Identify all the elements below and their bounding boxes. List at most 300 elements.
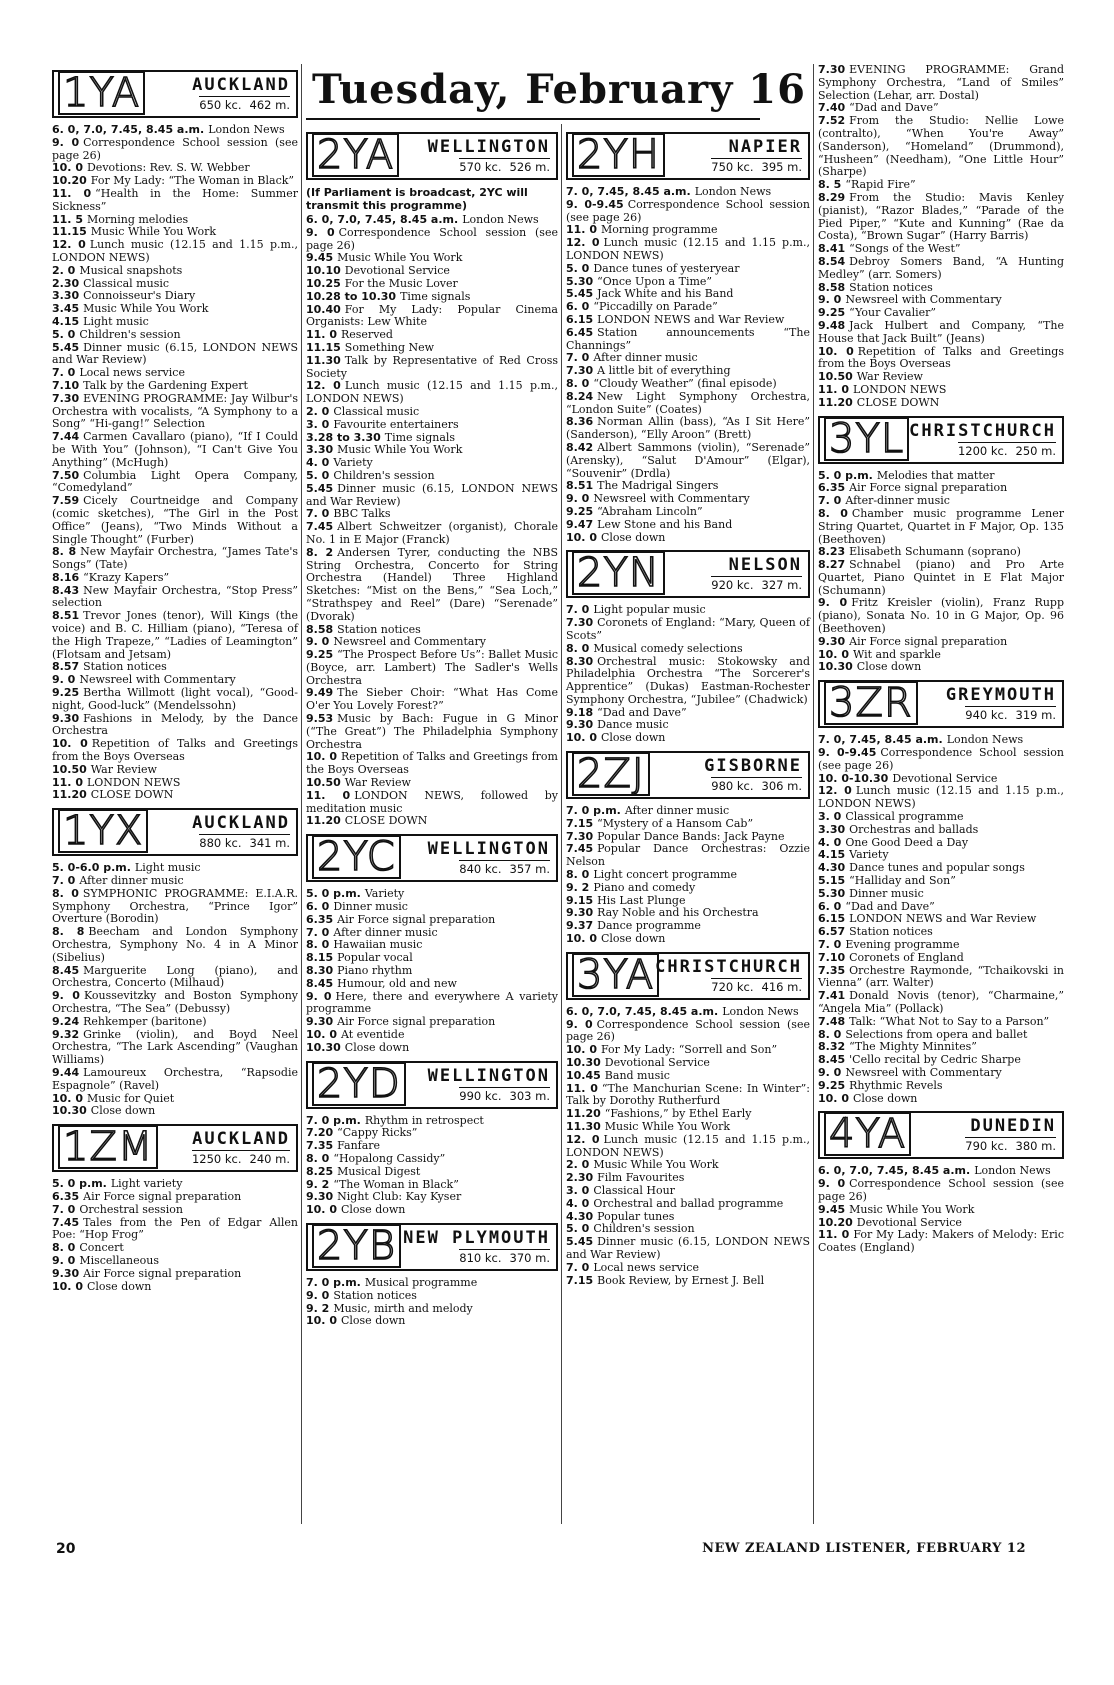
station-city: GISBORNE [704,756,802,777]
programme-time: 7. 0 [52,1202,76,1216]
station-call-sign-text: 2YB [312,1224,401,1268]
programme-time: 8.23 [818,545,846,559]
station-call-sign-text: 1ZM [58,1125,158,1169]
programme-time: 5.30 [818,886,846,900]
programme-time: 8. 0 [566,641,590,655]
station-header [306,834,558,882]
programme-description: “The Woman in Black” [333,1177,459,1191]
programme-description: Fanfare [337,1139,381,1153]
programme-description: Something New [344,340,435,354]
programme-description: Popular Dance Bands: Jack Payne [597,829,785,843]
programme-entry [52,431,298,469]
programme-description: Local news service [593,1260,699,1274]
programme-description: Time signals [400,289,471,303]
programme-time: 11. 0 [52,775,83,789]
station-frequency [711,576,802,592]
programme-time: 10. 0 [306,1314,337,1328]
station-city: GREYMOUTH [945,685,1056,706]
programme-time: 9.25 [566,504,594,518]
programme-description: Music While You Work [604,1120,731,1134]
programme-time: 9. 0 [52,1253,76,1267]
programme-time: 2.30 [52,276,80,290]
programme-description: Marguerite Long (piano), and Orchestra, Concerto (Milhaud) [52,963,298,990]
programme-description: Trevor Jones (tenor), Will Kings (the voice) and B. C. Hilliam (piano), “Teresa of the High Trapeze,” “Ladies of Leamington” (Flotsam and Jetsam) [52,609,298,661]
programme-entry [306,227,558,253]
programme-description: Variety [364,887,405,901]
station-kc: 720 kc. [711,979,754,994]
programme-description: Night Club: Kay Kyser [337,1190,462,1204]
programme-description: Lunch music (12.15 and 1.15 p.m., LONDON NEWS) [52,238,298,264]
programme-entry [52,990,298,1016]
station-call-sign [824,415,909,462]
programme-description: “The Mighty Minnites” [849,1040,977,1054]
programme-time: 8.54 [818,254,846,268]
programme-time: 8.25 [306,1164,334,1178]
programme-description: Repetition of Talks and Greetings from the Boys Overseas [52,737,298,764]
station-block [566,132,810,544]
programme-time: 9.37 [566,919,594,933]
programme-entry [306,1042,558,1055]
programme-time: 4.30 [566,1209,594,1223]
station-wavelength: 327 m. [761,578,802,593]
station-header [566,132,810,180]
programme-time: 8.16 [52,570,80,584]
programme-time: 5.15 [818,874,846,888]
programme-time: 3.30 [52,289,80,303]
programme-description: Band music [604,1068,670,1082]
programme-description: Carmen Cavallaro (piano), “If I Could be With You” (Johnson), “I Can't Give You Anything” (McHugh) [52,430,298,469]
programme-time: 9. 0 [306,1288,330,1302]
programme-description: Connoisseur's Diary [83,289,196,303]
programme-description: EVENING PROGRAMME: Grand Symphony Orchestra, “Land of Smiles” Selection (Lehar, arr. Dostal) [818,63,1064,102]
station-wavelength: 319 m. [1015,708,1056,723]
programme-description: Melodies that matter [876,468,995,482]
station-kc: 980 kc. [711,779,754,794]
programme-description: Air Force signal preparation [83,1189,242,1203]
programme-time: 9. 0 [306,225,335,239]
programme-description: Devotions: Rev. S. W. Webber [86,161,250,175]
programme-description: “Mystery of a Hansom Cab” [597,816,754,830]
station-call-sign-text: 2YD [312,1062,406,1106]
station-header [818,680,1064,728]
programme-time: 9.32 [52,1027,80,1041]
programme-time: 10. 0 [566,932,597,946]
programme-description: Variety [849,848,889,862]
programme-time: 3.45 [52,302,80,316]
programme-time: 7.30 [566,364,594,378]
programme-time: 9.30 [818,634,846,648]
programme-time: 4.15 [818,848,846,862]
programme-description: “Krazy Kapers” [83,570,170,584]
programme-description: For My Lady: “The Woman in Black” [90,174,295,188]
column-rule [813,64,814,1524]
programme-time: 9. 0 [818,596,848,610]
programme-description: London News [694,185,772,198]
programme-time: 7.41 [818,989,846,1003]
programme-description: SYMPHONIC PROGRAMME: E.I.A.R. Symphony Orchestra, “Prince Igor” Overture (Borodin) [52,886,298,926]
station-call-sign-text: 2YA [312,133,399,177]
programme-description: For My Lady: “Sorrell and Son” [600,1043,778,1057]
programme-entry [818,661,1064,674]
programme-time: 9.48 [818,318,846,332]
programme-time: 9.18 [566,705,594,719]
programme-description: Repetition of Talks and Greetings from the Boys Overseas [306,750,558,777]
programme-entry [306,380,558,406]
programme-time: 9. 2 [306,1301,330,1315]
programme-time: 7.10 [52,378,80,392]
programme-description: After dinner music [79,874,184,888]
programme-entry [566,843,810,869]
station-kc: 570 kc. [459,160,502,174]
station-call-sign [58,1124,158,1171]
programme-time: 5.45 [566,287,594,301]
programme-time: 8. 0 [818,1027,842,1041]
programme-description: After dinner music [333,925,438,939]
programme-time: 11. 0 [306,788,351,802]
programme-entry [52,965,298,991]
programme-time: 8. 0 [818,506,848,520]
station-header [566,952,810,1000]
programme-time: 9.25 [818,1078,846,1092]
programme-description: Orchestral session [79,1202,183,1216]
programme-description: From the Studio: Mavis Kenley (pianist), “Razor Blades,” “Parade of the Pied Piper,” “Kute and Kunning” (Rae da Costa), “Brown Sugar” (Harry Barris) [818,190,1064,243]
programme-time: 7. 0, 7.45, 8.45 a.m. [818,733,943,747]
programme-description: Concert [79,1241,124,1255]
programme-time: 3.30 [818,822,846,836]
station-kc: 1200 kc. [957,443,1008,458]
programme-entry [818,965,1064,991]
programme-description: After-dinner music [845,494,950,508]
programme-time: 8.57 [52,660,80,674]
programme-time: 11. 0 [566,1081,598,1095]
station-header [818,416,1064,464]
programme-entry [52,687,298,713]
programme-time: 9.30 [566,718,594,732]
station-wavelength: 416 m. [761,979,802,994]
programme-time: 8.45 [52,963,80,977]
programme-description: From the Studio: Nellie Lowe (contralto), “When You're Away” (Sanderson), “Homeland” (Drummond), “Husheen” (Needham), “One Little Hour” (Sharpe) [818,114,1064,179]
programme-time: 9.25 [818,306,846,320]
station-frequency [459,1087,550,1103]
programme-time: 11.30 [306,353,341,367]
programme-description: LONDON NEWS and War Review [597,312,785,326]
station-frequency [199,834,290,850]
programme-list [306,1115,558,1217]
station-header [566,550,810,598]
station-call-sign [58,808,148,855]
programme-time: 10.45 [566,1068,601,1082]
station-kc: 940 kc. [965,708,1008,723]
station-block [306,1061,558,1217]
column-rule [561,124,562,1524]
programme-time: 9.30 [52,711,80,725]
programme-description: LONDON NEWS and War Review [849,912,1037,926]
programme-time: 7.35 [818,963,846,977]
programme-entry [818,1229,1064,1255]
station-block [52,808,298,1118]
station-call-sign-text: 1YA [58,71,145,115]
programme-description: Classical Hour [593,1184,675,1197]
programme-time: 8. 0 [52,1241,76,1255]
programme-time: 10. 0 [818,344,854,358]
programme-time: 10.10 [306,264,341,278]
programme-description: Evening programme [845,938,960,952]
programme-time: 8.45 [818,1053,846,1067]
programme-entry [52,1281,298,1294]
programme-description: Lunch music (12.15 and 1.15 p.m., LONDON NEWS) [306,379,558,406]
programme-time: 6.15 [818,912,846,926]
programme-entry [52,738,298,764]
programme-time: 11.20 [818,395,853,409]
station-frequency [965,1137,1056,1153]
programme-time: 9. 0 [52,673,76,687]
programme-description: Newsreel with Commentary [593,492,750,506]
programme-description: Norman Allin (bass), “As I Sit Here” (Sanderson), “Elly Aroon” (Brett) [566,415,810,442]
programme-description: “Dad and Dave” [849,101,939,115]
programme-entry [306,1204,558,1217]
programme-description: Correspondence School session (see page 26) [306,225,558,252]
programme-time: 8.51 [52,609,80,623]
programme-entry [52,777,298,790]
headline-rule [306,118,760,120]
programme-description: Musical comedy selections [593,641,743,655]
programme-time: 10.20 [818,1215,853,1229]
programme-entry [52,1093,298,1106]
programme-time: 5.45 [306,481,334,495]
station-note: (If Parliament is broadcast, 2YC will transmit this programme) [306,186,528,212]
programme-time: 7.30 [52,391,80,405]
programme-time: 5.45 [52,340,80,354]
programme-description: Talk: “What Not to Say to a Parson” [849,1014,1050,1028]
programme-time: 7. 0 [566,351,590,365]
programme-description: Correspondence School session (see page 26) [52,135,298,162]
programme-description: Musical programme [364,1275,478,1289]
station-header [52,70,298,118]
station-city: WELLINGTON [427,839,550,860]
station-city: AUCKLAND [192,1129,290,1150]
programme-time: 8.45 [306,976,334,990]
programme-time: 5.45 [566,1235,594,1249]
programme-description: “Piccadilly on Parade” [593,300,718,314]
programme-description: BBC Talks [333,507,391,521]
column-rule [301,64,302,1524]
programme-description: “The Prospect Before Us”: Ballet Music (Boyce, arr. Lambert) The Sadler's Wells Orchestra [306,648,558,687]
programme-description: CLOSE DOWN [856,395,940,409]
programme-time: 7. 0 [52,366,76,380]
station-call-sign [572,951,659,998]
programme-time: 9. 0 [52,989,80,1003]
programme-time: 8.30 [306,964,334,978]
page-number: 20 [56,1541,76,1557]
programme-description: Devotional Service [604,1056,710,1070]
programme-entry [818,747,1064,773]
programme-time: 7.30 [818,63,846,76]
programme-description: Light music [83,314,149,328]
programme-time: 10.50 [52,762,87,776]
programme-entry [566,391,810,417]
programme-time: 10. 0 [818,1091,849,1105]
programme-description: CLOSE DOWN [90,788,174,802]
programme-description: New Light Symphony Orchestra, “London Suite” (Coates) [566,389,810,416]
programme-entry [306,1315,558,1328]
programme-description: Morning programme [600,223,718,237]
programme-entry [818,397,1064,410]
column-4 [818,64,1064,1255]
station-call-sign [824,680,918,727]
programme-description: Tales from the Pen of Edgar Allen Poe: “Hop Frog” [52,1215,298,1242]
programme-description: London News [974,1164,1051,1178]
programme-description: Devotional Service [344,264,450,278]
programme-description: Hawaiian music [333,938,423,952]
programme-description: Children's session [79,327,181,341]
programme-description: London News [462,213,539,226]
programme-description: Station notices [337,622,421,636]
programme-time: 8.43 [52,583,80,597]
station-header [566,751,810,799]
programme-description: EVENING PROGRAMME: Jay Wilbur's Orchestra with vocalists, “A Symphony to a Song” “Hi-gang!” Selection [52,391,298,431]
programme-time: 10.40 [306,302,341,316]
station-kc: 990 kc. [459,1088,502,1103]
programme-description: Classical programme [845,810,964,824]
station-call-sign [58,70,145,116]
programme-description: Chamber music programme Lener String Quartet, Quartet in F Major, Op. 135 (Beethoven) [818,506,1064,546]
programme-description: Air Force signal preparation [849,481,1008,495]
station-block [566,751,810,946]
programme-time: 7.59 [52,494,80,508]
programme-time: 7. 0 [818,938,842,952]
programme-description: Selections from opera and ballet [845,1027,1028,1041]
programme-entry [52,495,298,546]
programme-time: 9.49 [306,686,334,700]
programme-entry [566,656,810,707]
programme-time: 7.45 [306,520,334,534]
programme-time: 7.40 [818,101,846,115]
programme-time: 11.30 [566,1120,601,1134]
programme-description: Grinke (violin), and Boyd Neel Orchestra, “The Lark Ascending” (Vaughan Williams) [52,1027,298,1067]
programme-time: 7.44 [52,430,80,444]
programme-entry [306,649,558,687]
programme-description: “Rapid Fire” [845,178,916,192]
programme-time: 6.35 [306,912,334,926]
station-kc: 880 kc. [199,836,242,851]
programme-time: 7. 0 p.m. [306,1275,361,1289]
programme-time: 11. 0 [52,186,92,200]
programme-description: Morning melodies [86,212,189,226]
programme-time: 9. 0 [566,492,590,506]
programme-description: Close down [340,1203,406,1217]
programme-description: CLOSE DOWN [344,814,428,828]
programme-list [306,888,558,1054]
programme-list [566,604,810,745]
programme-description: London News [946,733,1024,747]
programme-time: 11. 0 [818,382,849,396]
programme-time: 10.30 [818,660,853,674]
programme-entry [306,483,558,509]
programme-description: For My Lady: Makers of Melody: Eric Coates (England) [818,1228,1064,1255]
programme-description: Elisabeth Schumann (soprano) [849,545,1021,559]
programme-description: After dinner music [593,351,698,365]
station-block [566,952,810,1288]
programme-description: Newsreel with Commentary [845,1065,1002,1079]
programme-description: At eventide [340,1028,405,1042]
programme-entry [818,192,1064,243]
station-call-sign-text: 2YN [572,551,665,595]
programme-time: 5.30 [566,274,594,288]
programme-time: 9.30 [566,906,594,920]
programme-description: LONDON NEWS [852,382,947,396]
programme-description: Classical music [83,276,170,290]
programme-description: Columbia Light Opera Company, “Comedyland” [52,468,298,495]
programme-description: Newsreel with Commentary [79,673,236,687]
programme-entry [306,355,558,381]
programme-description: Music, mirth and melody [333,1301,473,1315]
station-block [818,1111,1064,1255]
programme-entry [566,1236,810,1262]
programme-time: 9. 0 [818,293,842,307]
programme-entry [566,1275,810,1288]
programme-time: 9. 0 [52,135,80,149]
station-header [306,1223,558,1271]
programme-description: “Hopalong Cassidy” [333,1152,446,1165]
programme-description: Rhythmic Revels [849,1078,943,1092]
programme-description: Close down [340,1314,406,1328]
programme-description: “Halliday and Son” [849,874,956,888]
programme-time: 9.30 [52,1266,80,1280]
programme-description: Ray Noble and his Orchestra [597,906,759,920]
programme-time: 8.24 [566,389,594,403]
programme-description: “Abraham Lincoln” [597,504,703,518]
programme-description: Orchestras and ballads [849,822,979,836]
programme-description: Correspondence School session (see page 26) [818,746,1064,772]
programme-entry [52,610,298,661]
station-city: NELSON [728,555,802,576]
programme-time: 10. 0 [306,1203,337,1217]
programme-time: 10. 0 [52,1091,83,1105]
programme-time: 8. 0 [52,886,79,900]
station-frequency [711,777,802,793]
programme-time: 3.28 to 3.30 [306,430,381,444]
programme-time: 9. 0 [818,1177,846,1191]
programme-description: Music While You Work [337,443,463,457]
programme-description: Close down [90,1104,156,1118]
programme-time: 8. 2 [306,545,334,559]
station-city: DUNEDIN [970,1116,1056,1137]
column-3 [566,126,810,1287]
programme-time: 7. 0 [818,494,842,508]
programme-time: 7. 0 p.m. [306,1113,361,1127]
programme-time: 8. 8 [52,925,85,939]
programme-time: 5. 0 [52,327,76,341]
station-block [306,132,558,828]
page-headline: Tuesday, February 16 [312,66,806,113]
programme-time: 2. 0 [306,404,330,418]
programme-entry [52,789,298,802]
station-call-sign [312,834,401,881]
station-city: NAPIER [728,137,802,157]
programme-entry [566,933,810,946]
programme-time: 10. 0 [818,647,849,661]
station-block [566,550,810,745]
programme-time: 7.10 [818,950,846,964]
programme-description: Reserved [340,328,393,342]
programme-description: Music While You Work [90,225,217,239]
programme-description: Lunch music (12.15 and 1.15 p.m., LONDON NEWS) [566,236,810,262]
programme-description: Station notices [333,1288,417,1302]
programme-list [818,64,1064,410]
programme-time: 8. 8 [52,545,77,559]
programme-description: Here, there and everywhere A variety programme [306,989,558,1016]
programme-description: Wit and sparkle [852,647,941,661]
